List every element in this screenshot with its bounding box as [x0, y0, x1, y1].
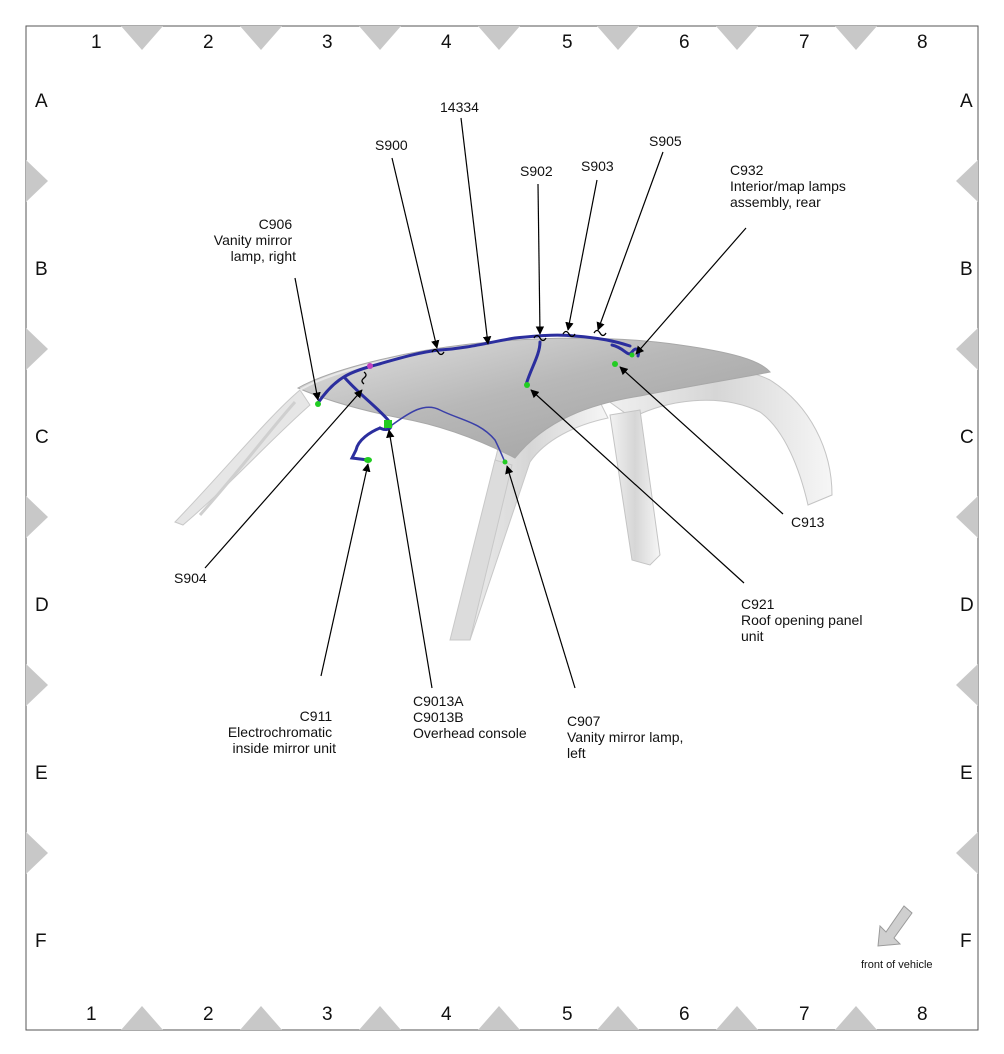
label-s904: S904 — [174, 570, 207, 586]
c-pillar — [610, 410, 660, 565]
front-of-vehicle-label: front of vehicle — [861, 959, 933, 971]
row-label: F — [35, 931, 47, 952]
connector-c913 — [612, 361, 618, 367]
label-c913: C913 — [791, 514, 825, 530]
row-label: B — [960, 259, 973, 280]
leader-c911 — [321, 464, 368, 676]
connector-c906 — [315, 401, 321, 407]
splice-s905-symbol — [594, 331, 606, 336]
leader-s900 — [392, 158, 437, 348]
col-label: 8 — [917, 32, 928, 53]
col-label: 5 — [562, 32, 573, 53]
label-s900: S900 — [375, 137, 408, 153]
a-pillar — [450, 460, 512, 640]
col-label: 6 — [679, 1004, 690, 1025]
leader-s902 — [538, 184, 540, 334]
leader-c9013 — [389, 430, 432, 688]
row-label: E — [960, 763, 973, 784]
label-c907: C907 Vanity mirror lamp, left — [567, 713, 684, 761]
bottom-column-markers — [121, 1006, 877, 1030]
windshield-frame-inner — [200, 402, 295, 515]
leader-14334 — [461, 118, 488, 344]
leader-s903 — [568, 180, 597, 330]
leader-c906 — [295, 278, 318, 400]
leader-s905 — [598, 152, 663, 330]
col-label: 6 — [679, 32, 690, 53]
col-label: 4 — [441, 32, 452, 53]
label-c911: C911 Electrochromatic inside mirror unit — [227, 708, 336, 756]
vehicle-body-illustration — [175, 338, 832, 640]
connector-c907 — [503, 460, 508, 465]
col-label: 7 — [799, 32, 810, 53]
top-column-markers — [121, 26, 877, 50]
col-label: 4 — [441, 1004, 452, 1025]
connector-c911 — [364, 457, 372, 463]
row-label: C — [960, 427, 974, 448]
connector-c921 — [524, 382, 530, 388]
front-arrow-icon — [878, 906, 912, 946]
leader-c907 — [507, 466, 575, 688]
leader-c932 — [636, 228, 746, 354]
connector-c9013 — [384, 420, 392, 428]
col-label: 2 — [203, 1004, 214, 1025]
label-s902: S902 — [520, 163, 553, 179]
label-c9013: C9013A C9013B Overhead console — [413, 693, 527, 741]
label-14334: 14334 — [440, 99, 479, 115]
col-label: 1 — [91, 32, 102, 53]
label-s903: S903 — [581, 158, 614, 174]
label-c932: C932 Interior/map lamps assembly, rear — [730, 162, 846, 210]
splice-marker — [367, 363, 373, 369]
col-label: 5 — [562, 1004, 573, 1025]
row-label: D — [35, 595, 49, 616]
row-label: F — [960, 931, 972, 952]
front-of-vehicle-indicator — [861, 906, 933, 971]
col-label: 3 — [322, 1004, 333, 1025]
col-label: 3 — [322, 32, 333, 53]
row-label: B — [35, 259, 48, 280]
row-label: D — [960, 595, 974, 616]
row-label: C — [35, 427, 49, 448]
col-label: 1 — [86, 1004, 97, 1025]
row-label: A — [35, 91, 48, 112]
connector-c932 — [630, 353, 635, 358]
label-c921: C921 Roof opening panel unit — [741, 596, 863, 644]
col-label: 7 — [799, 1004, 810, 1025]
row-label: A — [960, 91, 973, 112]
harness-branch-mirror — [352, 428, 380, 460]
label-c906: C906 Vanity mirror lamp, right — [213, 216, 296, 264]
col-label: 2 — [203, 32, 214, 53]
label-s905: S905 — [649, 133, 682, 149]
col-label: 8 — [917, 1004, 928, 1025]
row-label: E — [35, 763, 48, 784]
